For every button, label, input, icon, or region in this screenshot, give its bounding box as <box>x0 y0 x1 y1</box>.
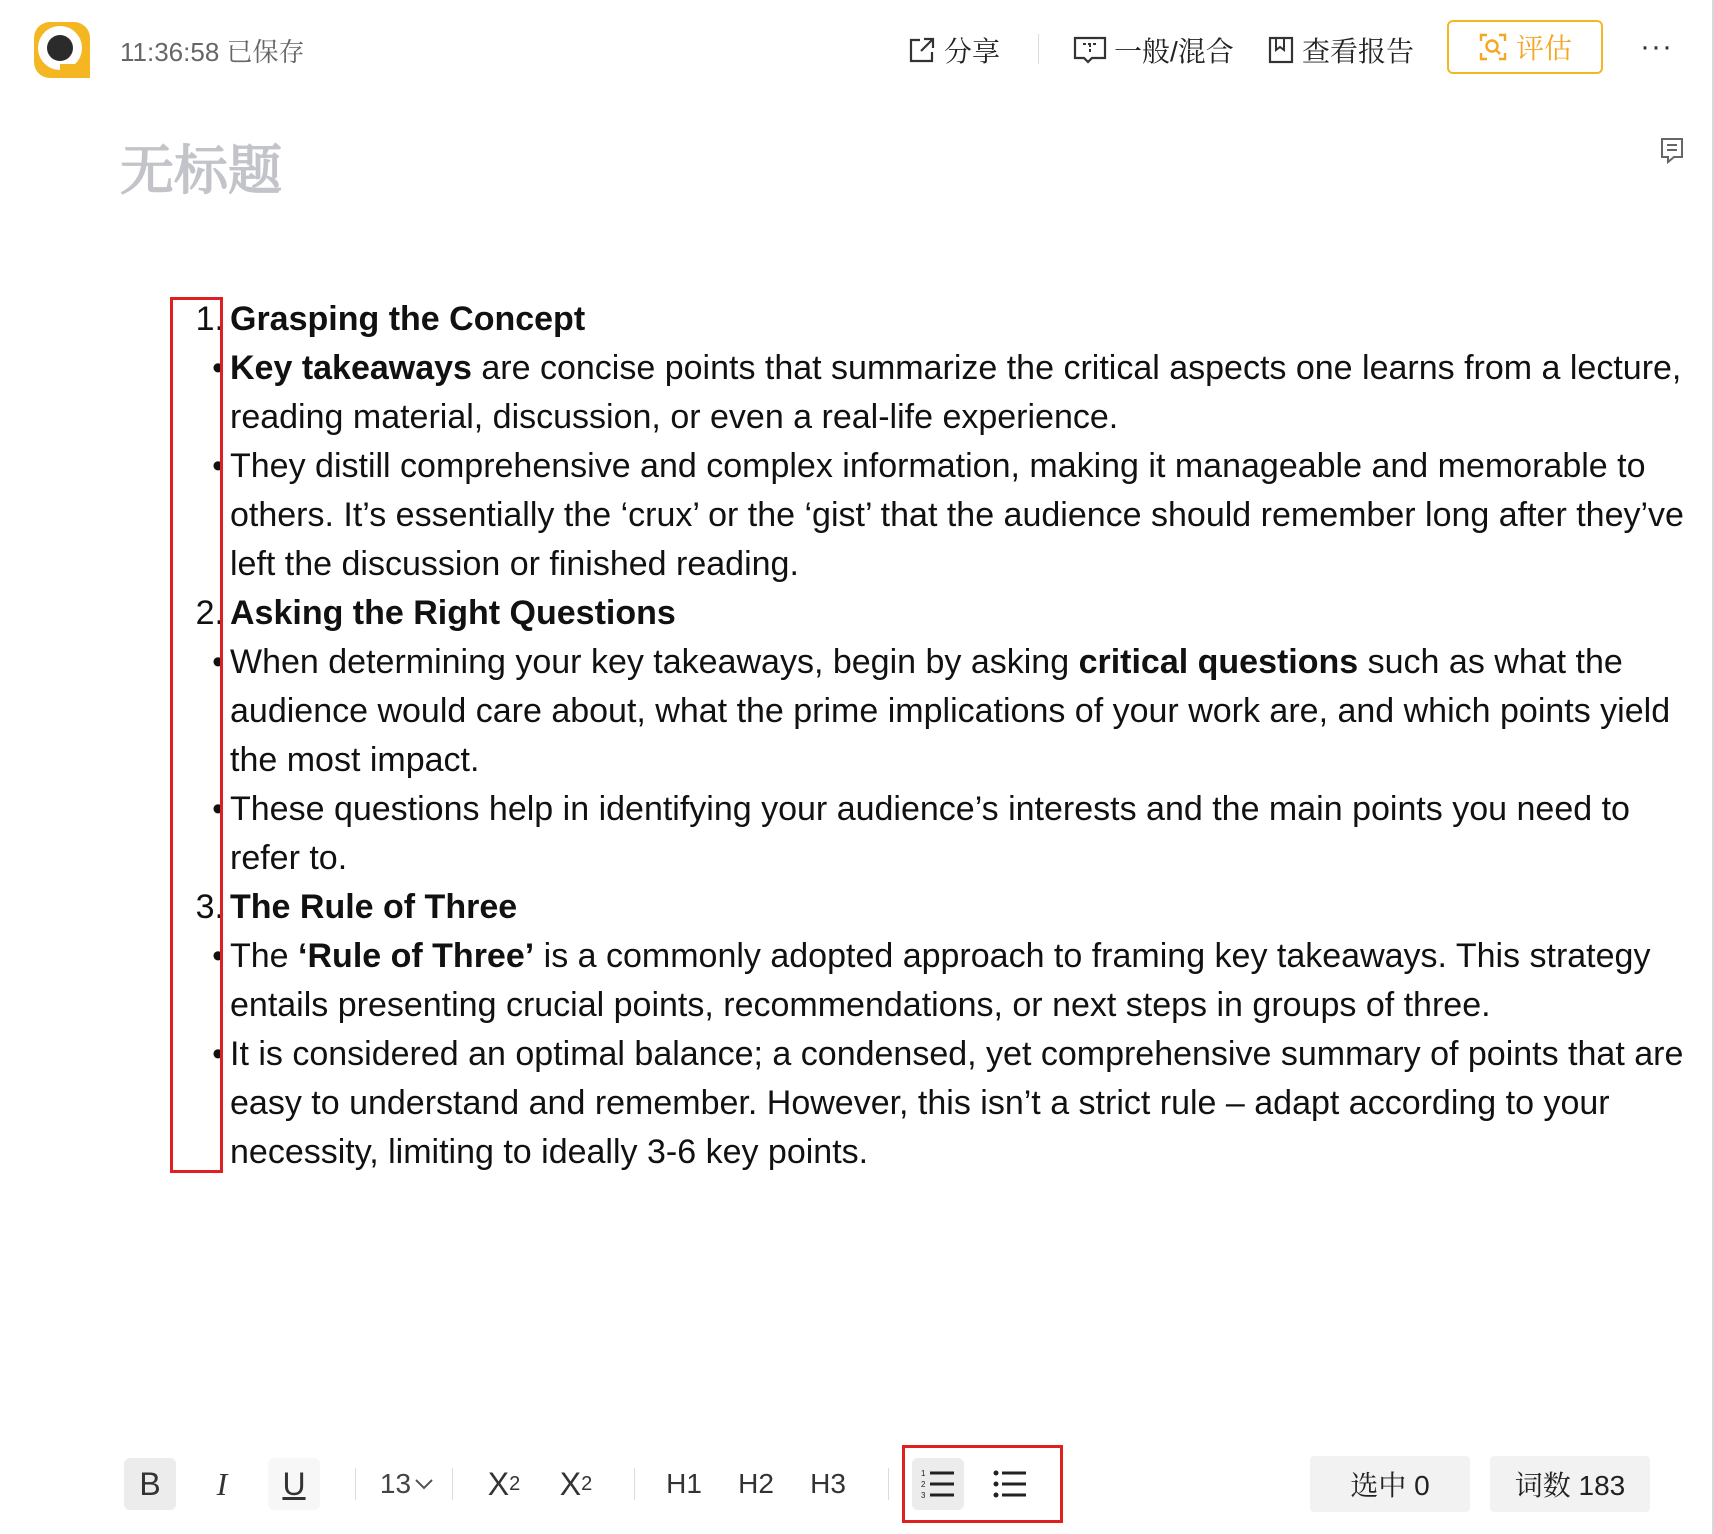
section-heading <box>186 883 1706 932</box>
list-number: 3. <box>195 888 224 926</box>
more-options-button[interactable]: ··· <box>1640 30 1673 63</box>
superscript-base: X <box>487 1465 510 1502</box>
evaluate-label: 评估 <box>1515 33 1572 64</box>
top-bar <box>0 0 1710 100</box>
font-size-select[interactable] <box>372 1458 442 1510</box>
list-item <box>186 785 1706 883</box>
highlight-box-list-markers <box>170 297 223 1173</box>
report-icon <box>1266 34 1296 66</box>
underline-button[interactable]: U <box>268 1458 320 1510</box>
report-label: 查看报告 <box>1302 36 1415 67</box>
highlight-box-list-buttons <box>902 1445 1063 1523</box>
subscript-base: X <box>559 1465 582 1502</box>
share-icon <box>906 34 938 66</box>
evaluate-button[interactable] <box>1447 20 1603 74</box>
toolbar-divider <box>888 1468 889 1500</box>
heading2-button[interactable]: H2 <box>738 1468 774 1499</box>
bullet-text: Key takeaways are concise points that summarize the critical aspects one learns from a lecture, reading material, discussion, or even a real-life experience. <box>230 349 1682 436</box>
superscript-exp: 2 <box>509 1472 521 1495</box>
text-mode-icon <box>1072 34 1108 66</box>
bold-button[interactable]: B <box>124 1458 176 1510</box>
toolbar-divider <box>355 1468 356 1500</box>
save-status: 11:36:58 已保存 <box>120 37 305 67</box>
list-item <box>186 638 1706 785</box>
section-heading <box>186 295 1706 344</box>
toolbar-divider <box>1038 34 1039 64</box>
bullet-marker: • <box>212 1035 224 1073</box>
subscript-button[interactable] <box>550 1458 602 1510</box>
list-item <box>186 442 1706 589</box>
bullet-text: These questions help in identifying your audience’s interests and the main points you need to refer to. <box>230 790 1630 877</box>
bullet-marker: • <box>212 937 224 975</box>
bullet-marker: • <box>212 643 224 681</box>
section-title: Grasping the Concept <box>230 300 586 338</box>
bullet-text: The ‘Rule of Three’ is a commonly adopted approach to framing key takeaways. This strategy entails presenting crucial points, recommendations, or next steps in groups of three. <box>230 937 1651 1024</box>
italic-button[interactable]: I <box>216 1465 228 1502</box>
svg-text:3: 3 <box>921 1491 926 1500</box>
heading3-button[interactable]: H3 <box>810 1468 846 1499</box>
bullet-marker: • <box>212 790 224 828</box>
list-item <box>186 1030 1706 1177</box>
document-title[interactable]: 无标题 <box>120 141 282 201</box>
mode-label: 一般/混合 <box>1114 36 1234 67</box>
bullet-text: When determining your key takeaways, begin by asking critical questions such as what the audience would care about, what the prime implications of your work are, and which points yield the most impact. <box>230 643 1671 779</box>
list-item <box>186 932 1706 1030</box>
share-button[interactable] <box>906 30 1000 70</box>
bullet-marker: • <box>212 349 224 387</box>
bullet-text: They distill comprehensive and complex information, making it manageable and memorable to others. It’s essentially the ‘crux’ or the ‘gist’ that the audience should remember long after they’ve left the discussion or finished reading. <box>230 447 1684 583</box>
share-label: 分享 <box>944 36 1001 67</box>
svg-text:1: 1 <box>921 1469 926 1478</box>
font-size-value: 13 <box>379 1468 412 1499</box>
section-title: The Rule of Three <box>230 888 518 926</box>
heading1-button[interactable]: H1 <box>666 1468 702 1499</box>
section-heading <box>186 589 1706 638</box>
list-number: 2. <box>195 594 224 632</box>
list-item <box>186 344 1706 442</box>
toolbar-divider <box>452 1468 453 1500</box>
word-count: 词数 183 <box>1490 1456 1650 1512</box>
comment-icon[interactable] <box>1658 136 1686 169</box>
mode-button[interactable] <box>1072 30 1234 70</box>
app-logo-icon[interactable] <box>32 20 92 80</box>
scan-search-icon <box>1478 32 1508 62</box>
subscript-exp: 2 <box>581 1472 593 1495</box>
view-report-button[interactable] <box>1266 30 1414 70</box>
superscript-button[interactable] <box>478 1458 530 1510</box>
bullet-marker: • <box>212 447 224 485</box>
svg-text:2: 2 <box>921 1480 926 1489</box>
document-body[interactable] <box>186 295 1706 1177</box>
section-title: Asking the Right Questions <box>230 594 676 632</box>
toolbar-divider <box>634 1468 635 1500</box>
chevron-down-icon <box>414 1477 434 1491</box>
bullet-text: It is considered an optimal balance; a condensed, yet comprehensive summary of points that are easy to understand and remember. However, this isn’t a strict rule – adapt according to your necessity, limiting to ideally 3-6 key points. <box>230 1035 1684 1171</box>
selected-count: 选中 0 <box>1310 1456 1470 1512</box>
list-number: 1. <box>195 300 224 338</box>
